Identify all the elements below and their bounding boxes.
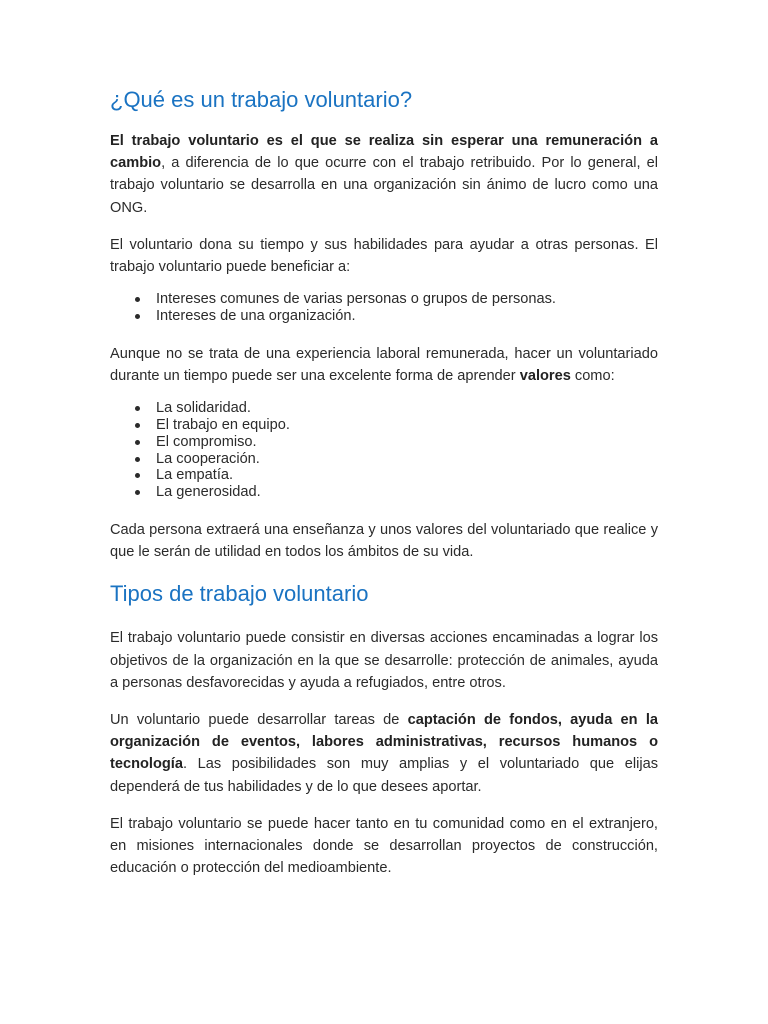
section-title-types: Tipos de trabajo voluntario <box>110 581 369 607</box>
paragraph-benefits-intro: El voluntario dona su tiempo y sus habilidades para ayudar a otras personas. El trabajo voluntario puede beneficiar a: <box>110 236 658 276</box>
bold-tasks: captación de fondos, ayuda en la organización de eventos, labores administrativas, recursos humanos o tecnología <box>110 712 658 773</box>
tasks-start: Un voluntario puede desarrollar tareas de <box>110 712 408 729</box>
values-list <box>110 400 658 501</box>
values-intro-end: como: <box>570 368 615 385</box>
bold-values: valores <box>519 368 571 385</box>
list-item: La empatía. <box>156 467 658 484</box>
list-item: La cooperación. <box>156 451 658 468</box>
paragraph-learning: Cada persona extraerá una enseñanza y unos valores del voluntariado que realice y que le serán de utilidad en todos los ámbitos de su vida. <box>110 522 658 561</box>
list-item: Intereses de una organización. <box>156 308 658 325</box>
values-intro-start: Aunque no se trata de una experiencia laboral remunerada, hacer un voluntariado durante un tiempo puede ser una excelente forma de aprender <box>110 345 658 385</box>
bold-definition: El trabajo voluntario es el que se realiza sin esperar una remuneración a cambio <box>110 133 658 172</box>
benefits-list <box>110 291 658 325</box>
list-item: Intereses comunes de varias personas o grupos de personas. <box>156 291 658 308</box>
list-item: El trabajo en equipo. <box>156 417 658 434</box>
list-item: La solidaridad. <box>156 400 658 417</box>
tasks-end: . Las posibilidades son muy amplias y el voluntariado que elijas dependerá de tus habilidades y de lo que desees aportar. <box>110 756 658 795</box>
paragraph-tasks <box>110 709 658 798</box>
section-title-what-is-volunteering: ¿Qué es un trabajo voluntario? <box>110 87 413 112</box>
list-item: El compromiso. <box>156 434 658 451</box>
paragraph-values-intro <box>110 343 658 387</box>
list-item: La generosidad. <box>156 484 658 501</box>
paragraph-types-intro: El trabajo voluntario puede consistir en diversas acciones encaminadas a lograr los objetivos de la organización en la que se desarrolle: protección de animales, ayuda a personas desfavorecidas y ayuda a refugiados, entre otros. <box>110 630 658 691</box>
paragraph-locations: El trabajo voluntario se puede hacer tanto en tu comunidad como en el extranjero, en misiones internacionales donde se desarrollan proyectos de construcción, educación o protección del medioambiente. <box>110 815 658 877</box>
paragraph-definition <box>110 130 658 219</box>
definition-rest: , a diferencia de lo que ocurre con el trabajo retribuido. Por lo general, el trabajo voluntario se desarrolla en una organización sin ánimo de lucro como una ONG. <box>110 155 658 216</box>
